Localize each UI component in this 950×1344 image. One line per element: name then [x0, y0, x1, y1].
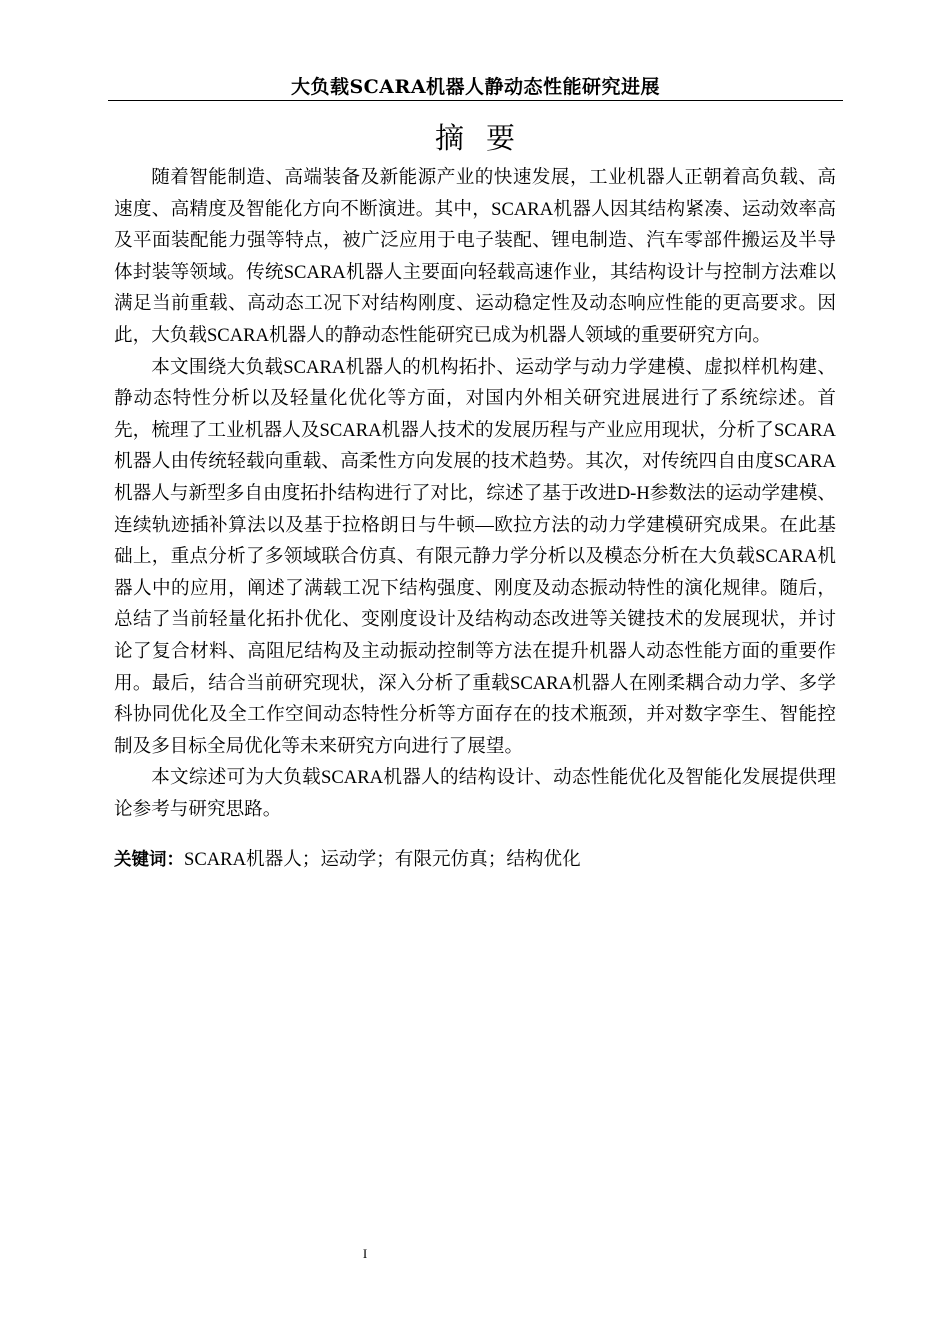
abstract-title: 摘要 — [434, 121, 537, 155]
abstract-paragraph-2: 本文围绕大负载SCARA机器人的机构拓扑、运动学与动力学建模、虚拟样机构建、静动态特性分析以及轻量化优化等方面，对国内外相关研究进展进行了系统综述。首先，梳理了工业机器人及SCARA机器人技术的发展历程与产业应用现状，分析了SCARA机器人由传统轻载向重载、高柔性方向发展的技术趋势。其次，对传统四自由度SCARA机器人与新型多自由度拓扑结构进行了对比，综述了基于改进D-H参数法的运动学建模、连续轨迹插补算法以及基于拉格朗日与牛顿—欧拉方法的动力学建模研究成果。在此基础上，重点分析了多领域联合仿真、有限元静力学分析以及模态分析在大负载SCARA机器人中的应用，阐述了满载工况下结构强度、刚度及动态振动特性的演化规律。随后，总结了当前轻量化拓扑优化、变刚度设计及结构动态改进等关键技术的发展现状，并讨论了复合材料、高阻尼结构及主动振动控制等方法在提升机器人动态性能方面的重要作用。最后，结合当前研究现状，深入分析了重载SCARA机器人在刚柔耦合动力学、多学科协同优化及全工作空间动态特性分析等方面存在的技术瓶颈，并对数字孪生、智能控制及多目标全局优化等未来研究方向进行了展望。 — [114, 356, 836, 757]
keywords-text: SCARA机器人；运动学；有限元仿真；结构优化 — [184, 849, 581, 870]
abstract-paragraph-1: 随着智能制造、高端装备及新能源产业的快速发展，工业机器人正朝着高负载、高速度、高精度及智能化方向不断演进。其中，SCARA机器人因其结构紧凑、运动效率高及平面装配能力强等特点，被广泛应用于电子装配、锂电制造、汽车零部件搬运及半导体封装等领域。传统SCARA机器人主要面向轻载高速作业，其结构设计与控制方法难以满足当前重载、高动态工况下对结构刚度、运动稳定性及动态响应性能的更高要求。因此，大负载SCARA机器人的静动态性能研究已成为机器人领域的重要研究方向。 — [114, 167, 836, 346]
keywords-line — [114, 844, 836, 877]
keywords-label: 关键词： — [114, 850, 184, 870]
header-divider — [108, 100, 843, 101]
abstract-body — [114, 162, 836, 825]
abstract-paragraph-3: 本文综述可为大负载SCARA机器人的结构设计、动态性能优化及智能化发展提供理论参考与研究思路。 — [114, 767, 836, 820]
running-header: 大负载SCARA机器人静动态性能研究进展 — [290, 76, 661, 98]
page-number: I — [362, 1246, 368, 1261]
